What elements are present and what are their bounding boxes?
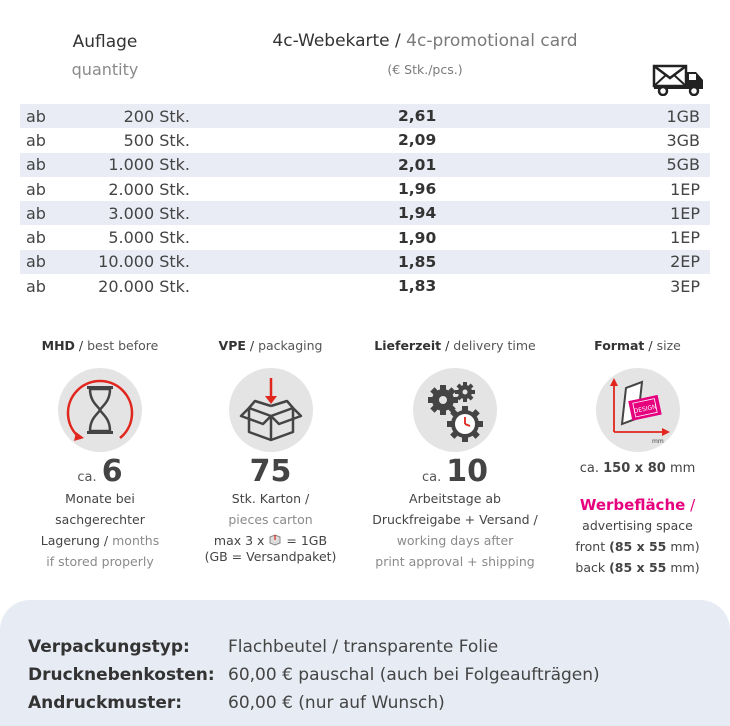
delivery-title: Lieferzeit / delivery time [374,338,536,353]
quantity-header [40,30,170,82]
price-price: 1,96 [398,180,437,199]
vpe-title: VPE / packaging [218,338,323,353]
detail-row: Drucknebenkosten: 60,00 € pauschal (auch bei Folgeaufträgen) [28,665,600,685]
format-title: Format / size [594,338,681,353]
small-box-icon [268,533,282,547]
price-table [20,104,710,298]
price-row [20,153,710,177]
price-prefix: ab [26,276,46,296]
vpe-value: 75 [249,454,292,489]
price-price: 1,83 [398,277,437,296]
vpe-column: VPE / packaging 75 Stk. Karton / pieces carton max 3 x = 1GB (GB = Versandpaket) [188,336,353,565]
price-row [20,274,710,298]
detail-row: Andruckmuster: 60,00 € (nur auf Wunsch) [28,693,445,713]
price-qty: 200 Stk. [123,106,190,126]
price-prefix: ab [26,203,46,223]
price-qty: 1.000 Stk. [108,155,190,175]
price-unit: (€ Stk./pcs.) [387,62,463,77]
price-row [20,177,710,201]
price-ship: 3EP [670,276,700,296]
delivery-column: Lieferzeit / delivery time ca. 10 Arbeitstage ab Druckfreigabe + Versand / working days after print approval + shipping [355,336,555,572]
price-row [20,201,710,225]
price-price: 2,01 [398,155,437,174]
price-prefix: ab [26,130,46,150]
price-qty: 3.000 Stk. [108,203,190,223]
hourglass-icon [58,368,142,452]
price-ship: 1EP [670,203,700,223]
detail-row: Verpackungstyp: Flachbeutel / transparente Folie [28,637,499,657]
gears-clock-icon [413,368,497,452]
price-price: 1,90 [398,228,437,247]
mhd-column: MHD / best before ca. 6 Monate bei sachgerechter Lagerung / months if stored properly [20,336,180,572]
quantity-label-de: Auflage [72,32,138,52]
svg-text:mm: mm [651,438,664,445]
advertising-space-label: Werbefläche [579,496,686,514]
product-title-en: 4c-promotional card [406,31,578,51]
svg-text:DESIGN: DESIGN [632,403,657,416]
price-qty: 2.000 Stk. [108,179,190,199]
product-title-de: 4c-Webekarte [272,31,390,51]
price-row [20,128,710,152]
mail-truck-icon [652,62,706,96]
price-ship: 3GB [666,130,700,150]
price-qty: 5.000 Stk. [108,228,190,248]
price-prefix: ab [26,179,46,199]
mhd-value: 6 [101,454,123,489]
price-row [20,225,710,249]
price-price: 1,94 [398,204,437,223]
price-ship: 2EP [670,252,700,272]
product-title: 4c-Webekarte / 4c-promotional card [272,31,578,51]
price-prefix: ab [26,228,46,248]
card-format-icon [596,368,680,452]
price-price: 2,61 [398,107,437,126]
price-ship: 1EP [670,228,700,248]
price-prefix: ab [26,106,46,126]
price-row [20,104,710,128]
price-ship: 5GB [666,155,700,175]
price-price: 1,85 [398,252,437,271]
price-ship: 1GB [666,106,700,126]
details-panel [0,600,730,726]
price-prefix: ab [26,252,46,272]
format-size: 150 x 80 [603,461,666,476]
price-row [20,250,710,274]
format-column: Format / size DESIGN mm ca. 150 x 80 mm Werbefläche / advertising space front (85 x 55 mm) back (85 x 55 mm) [560,336,715,578]
mhd-title: MHD / best before [41,338,159,353]
price-prefix: ab [26,155,46,175]
quantity-label-en: quantity [71,60,139,79]
price-qty: 10.000 Stk. [98,252,190,272]
price-qty: 20.000 Stk. [98,276,190,296]
product-header [230,28,620,77]
price-ship: 1EP [670,179,700,199]
delivery-value: 10 [446,454,489,489]
price-qty: 500 Stk. [123,130,190,150]
box-icon [229,368,313,452]
price-price: 2,09 [398,131,437,150]
